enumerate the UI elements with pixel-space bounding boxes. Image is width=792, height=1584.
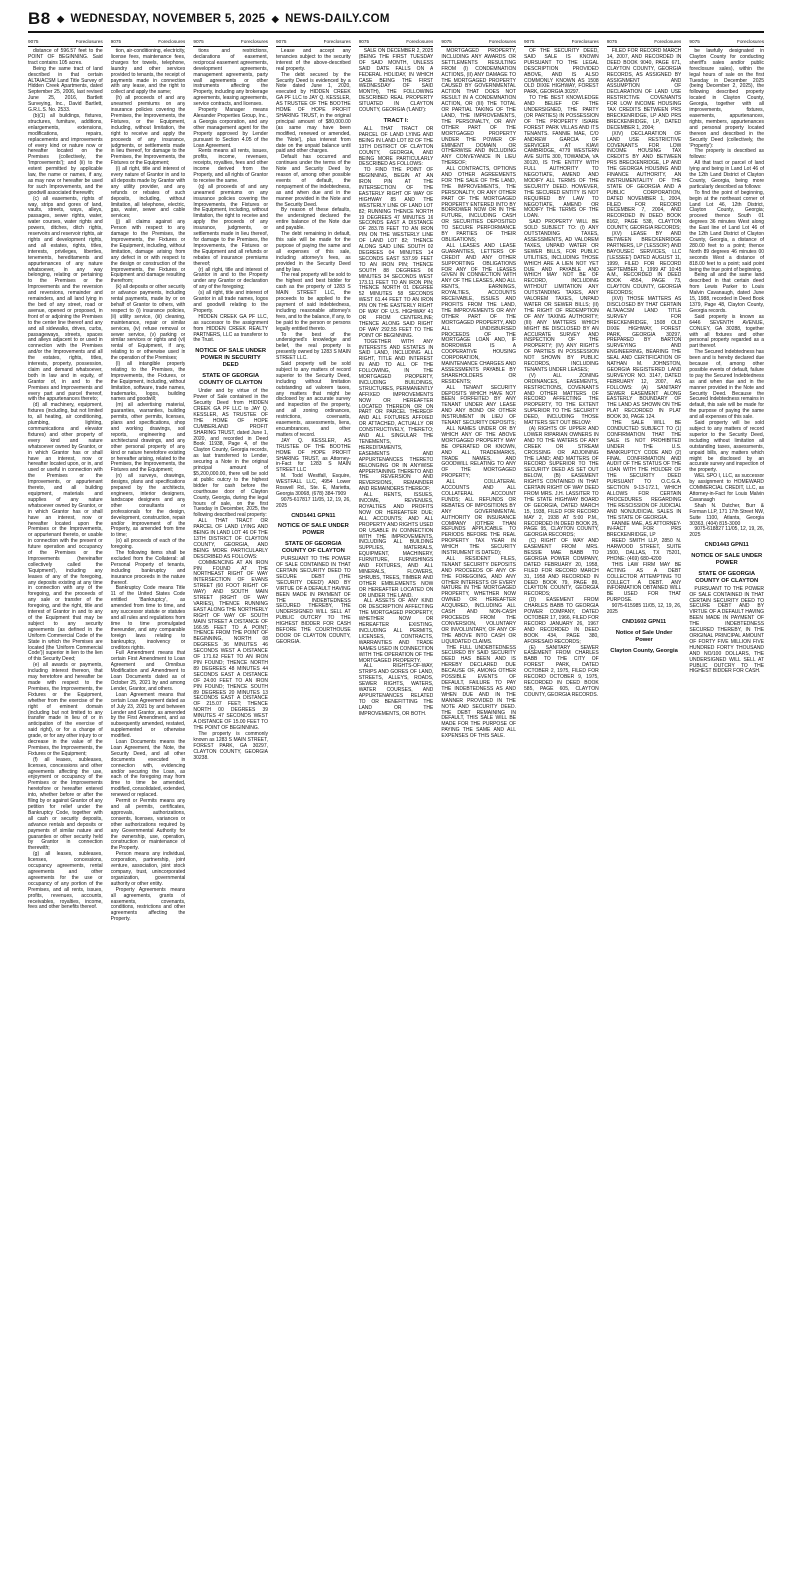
legal-paragraph: OF THE SECURITY DEED, SAID SALE IS KNOWN PURSUANT TO THE LEGAL DESCRIPTION PROVIDED ABOVE, AND IS ALSO COMMONLY KNOWN AS 1508 OLD DIXIE HIGHWAY, FOREST PARK, GEORGIA 30297. xyxy=(524,48,599,96)
legal-paragraph: Full Amendment means that certain First Amendment to Loan Agreement and Omnibus Modification and Amendment to Loan Documents dated as of October 25, 2021 by and among Lender, Grantor, and others. xyxy=(110,650,186,692)
masthead xyxy=(28,8,764,30)
legal-paragraph: ALL TENANT SECURITY DEPOSITS WHICH HAVE NOT BEEN FORFEITED BY ANY TENANT UNDER ANY LEASE AND ANY BOND OR OTHER INSTRUMENT IN LIEU OF TENANT SECURITY DEPOSITS; xyxy=(441,384,517,427)
legal-paragraph: The real property will be sold to the highest and best bidder for cash as the property of 1283 S MAIN STREET LLC, the proceeds to be applied to the payment of said indebtedness, including reasonable attorney's fees, and to the balance, if any, to be paid to the person or persons legally entitled thereto. xyxy=(276,272,351,332)
legal-paragraph: (d) all machinery, equipment, fixtures (including, but not limited to, all heating, air conditioning, plumbing, lighting, communications and elevator fixtures) and other property of every kind and nature whatsoever owned by Grantor, or in which Grantor has or shall have an interest, now or hereafter located upon, or in, and used or useful in connection with the Premises or the Improvements, or appurtenant thereto, and all building equipment, materials and supplies of any nature whatsoever owned by Grantor, or in which Grantor has or shall have an interest, now or hereafter located upon the Premises or the Improvements, or appurtenant thereto, or usable in connection with the present or future operation and occupancy of the Premises or the Improvements (hereinafter collectively called the 'Equipment'), including any leases of any of the foregoing, any deposits existing at any time in connection with any of the foregoing, and the proceeds of any sale or transfer of the foregoing, and the right, title and interest of Grantor in and to any of the Equipment that may be subject to any security agreements (as defined in the Uniform Commercial Code of the State in which the Premises are located (the 'Uniform Commercial Code')) superior in lien to the lien of this Security Deed; xyxy=(28,402,103,663)
legal-paragraph: SALE ON DECEMBER 2, 2025 (BEING THE FIRST TUESDAY OF SAID MONTH, UNLESS SAID DATE FALLS ON A FEDERAL HOLIDAY, IN WHICH CASE BEING THE FIRST WEDNESDAY OF SAID MONTH), THE FOLLOWING DESCRIBED REAL PROPERTY SITUATED IN CLAYTON COUNTY, GEORGIA ('LAND'): xyxy=(358,48,434,114)
column-body xyxy=(276,47,351,646)
legal-paragraph: Property Agreements means all agreements, grants of easements, covenants, conditions, restrictions and other agreements affecting the Property. xyxy=(110,886,186,923)
column-9 xyxy=(689,38,764,1572)
notice-heading: NOTICE OF SALE UNDER POWER xyxy=(691,552,763,566)
legal-paragraph: (D) EASEMENT FROM CHARLES BABB TO GEORGIA POWER COMPANY, DATED OCTOBER 17, 1966, FILED FOR RECORD JANUARY 26, 1967 AND RECORDED IN DEED BOOK 434, PAGE 380, AFORESAID RECORDS; xyxy=(524,597,599,645)
column-header xyxy=(276,38,351,47)
legal-paragraph: (j) all claims against any Person with respect to any damage to the Premises, the Improvements, the Fixtures or the Equipment, including, without limitation, damage arising from any defect in or with respect to the design or construction of the Improvements, the Fixtures or Equipment and damage resulting therefrom; xyxy=(110,219,186,285)
legal-paragraph: Said property is known as 6446 SEVENTH AVENUE, CONLEY, GA 30288, together with all fixtures and other personal property regarded as a part thereof. xyxy=(689,313,765,350)
legal-paragraph: Person means any individual, corporation, partnership, joint venture, association, joint stock company, trust, unincorporated organization, governmental authority or other entity. xyxy=(110,851,186,887)
legal-paragraph: The debt remaining in default, this sale will be made for the purpose of paying the same and all expenses of this sale, including attorney's fees, as provided in the Security Deed and by law. xyxy=(276,231,351,273)
legal-paragraph: ALL RESIDENT FILES, TENANT SECURITY DEPOSITS AND PROCEEDS OF ANY OF THE FOREGOING, AND ANY OTHER INTERESTS OF EVERY NATURE IN THE MORTGAGED PROPERTY, WHETHER NOW OWNED OR HEREAFTER ACQUIRED, INCLUDING ALL CASH AND NON-CASH PROCEEDS FROM THE CONVERSION, VOLUNTARY OR INVOLUNTARY, OF ANY OF THE ABOVE INTO CASH OR LIQUIDATED CLAIMS. xyxy=(441,555,517,645)
legal-paragraph: ALL ASSETS OF ANY KIND OR DESCRIPTION AFFECTING THE MORTGAGED PROPERTY, WHETHER NOW OR HEREAFTER EXISTING, INCLUDING ALL PERMITS, LICENSES, CONTRACTS, WARRANTIES AND TRADE NAMES USED IN CONNECTION WITH THE OPERATION OF THE MORTGAGED PROPERTY. xyxy=(358,598,434,664)
notice-heading: STATE OF GEORGIA COUNTY OF CLAYTON xyxy=(695,570,759,584)
legal-paragraph: ALL CONTRACTS, OPTIONS AND OTHER AGREEMENTS FOR THE SALE OF THE LAND, THE IMPROVEMENTS, THE PERSONALTY, OR ANY OTHER PART OF THE MORTGAGED PROPERTY ENTERED INTO BY BORROWER NOW OR IN THE FUTURE, INCLUDING CASH OR SECURITIES DEPOSITED TO SECURE PERFORMANCE BY PARTIES OF THEIR OBLIGATIONS; xyxy=(441,166,517,243)
notice-id: CND1602 GPN11 xyxy=(621,619,667,625)
legal-paragraph: Loan Documents means the Loan Agreement, the Note, the Security Deed, and all other documents executed in connection with, evidencing and/or securing the Loan, as each of the foregoing may from time to time be amended, modified, consolidated, extended, renewed or replaced. xyxy=(110,739,186,799)
legal-paragraph: ALL THAT TRACT OR PARCEL OF LAND LYING AND BEING IN LAND LOT 46 OF THE 13TH DISTRICT OF CLAYTON COUNTY, GEORGIA, AND BEING MORE PARTICULARLY DESCRIBED AS FOLLOWS: xyxy=(193,518,269,560)
legal-paragraph: TOGETHER WITH ANY INTERESTS AND ESTATES IN SAID LAND, INCLUDING ALL RIGHT, TITLE AND INTEREST IN AND TO ALL OF THE FOLLOWING, IN THE MORTGAGED PROPERTY, INCLUDING BUILDINGS, STRUCTURES, PERMANENTLY AFFIXED IMPROVEMENTS NOW OR HEREAFTER LOCATED THEREON OR ON PART OR PARCEL THEREOF AND ALL FIXTURES AFFIXED OR ATTACHED, ACTUALLY OR CONSTRUCTIVELY, THERETO; AND ALL SINGULAR THE TENEMENTS, HEREDITAMENTS, EASEMENTS AND APPURTENANCES THERETO BELONGING OR IN ANYWISE APPERTAINING THERETO AND THE REVERSION AND REVERSIONS, REMAINDER AND REMAINDERS THEREOF; xyxy=(358,338,434,493)
site-name: NEWS-DAILY.COM xyxy=(285,13,390,25)
legal-paragraph: Default has occurred and continues under the terms of the Note and Security Deed by reason of, among other possible events of default, the nonpayment of the indebtedness, as and when due and in the manner provided in the Note and the Security Deed. xyxy=(276,154,351,208)
section-label: Foreclosures xyxy=(654,39,682,44)
column-header xyxy=(441,38,516,47)
legal-paragraph: (h) all proceeds of and any unearned premiums on any insurance policies covering the Premises, the Improvements, the Fixtures, or the Equipment, including, without limitation, the right to receive and apply the proceeds of any insurance, judgments, or settlements made in lieu thereof, for damage to the Premises, the Improvements, the Fixtures or the Equipment; xyxy=(110,95,186,167)
column-body xyxy=(111,47,186,923)
column-header xyxy=(111,38,186,47)
legal-paragraph: ALL RIGHTS-OF-WAY, STRIPS AND GORES OF LAND, STREETS, ALLEYS, ROADS, SEWER RIGHTS, WATERS, WATER COURSES, AND APPURTENANCES RELATED TO OR BENEFITTING THE LAND OR THE IMPROVEMENTS, OR BOTH. xyxy=(358,663,434,717)
section-label: Foreclosures xyxy=(158,39,186,44)
column-body xyxy=(607,47,682,655)
legal-paragraph: ALL RENTS, ISSUES, INCOME, REVENUES, ROYALTIES AND PROFITS NOW OR HEREAFTER DUE; ALL ACCOUNTS; AND ALL PROPERTY AND RIGHTS USED OR USABLE IN CONNECTION WITH THE IMPROVEMENTS, INCLUDING ALL BUILDING SUPPLIES, MATERIALS, EQUIPMENT, MACHINERY, FURNITURE, FURNISHINGS AND FIXTURES, AND ALL MINERALS, FLOWERS, SHRUBS, TREES, TIMBER AND OTHER EMBLEMENTS NOW OR HEREAFTER LOCATED ON OR UNDER THE LAND. xyxy=(358,492,434,599)
section-code: 9075 xyxy=(358,39,370,44)
section-label: Foreclosures xyxy=(406,39,434,44)
column-5 xyxy=(359,38,434,1572)
legal-paragraph: Said property will be sold subject to any matters of record superior to the Security Deed, including without limitation outstanding ad valorem taxes, any matters that might be disclosed by an accurate survey and inspection of the property, and all zoning ordinances, restrictions, covenants, easements, assessments, liens, encumbrances, and other matters of record. xyxy=(276,361,351,438)
notice-heading: TRACT I: xyxy=(383,117,409,124)
legal-paragraph: The debt secured by the Security Deed is evidenced by a Note dated June 1, 2020, executed by HIDDEN CREEK GA PF LLC to JAY Q. KESSLER, AS TRUSTEE OF THE BOOTHE HOME OF HOPE PROFIT SHARING TRUST, in the original principal amount of $80,000.00 (as same may have been modified, renewed or amended, the 'Note'), plus interest from date on the unpaid balance until paid and other charges. xyxy=(276,71,351,155)
column-body xyxy=(28,47,103,911)
legal-paragraph: The property is commonly known as 1283 S MAIN STREET, FOREST PARK, GA 30297, CLAYTON COUNTY, GEORGIA 30238. xyxy=(193,730,269,761)
legal-paragraph: (E) SANITARY SEWER EASEMENT FROM CHARLES BABB TO THE CITY OF FOREST PARK, DATED OCTOBER 2, 1975, FILED FOR RECORD OCTOBER 9, 1975, RECORDED IN DEED BOOK 585, PAGE 605, CLAYTON COUNTY, GEORGIA RECORDS. xyxy=(524,644,599,698)
dateline: WEDNESDAY, NOVEMBER 5, 2025 xyxy=(70,13,266,25)
legal-paragraph: THE FULL UNDEBTEDNESS SECURED BY SAID SECURITY DEED HAS BEEN AND IS HEREBY DECLARED DUE BECAUSE OF, AMONG OTHER POSSIBLE EVENTS OF DEFAULT, FAILURE TO PAY THE INDEBTEDNESS AS AND WHEN DUE AND IN THE MANNER PROVIDED IN THE NOTE AND SECURITY DEED. THE DEBT REMAINING IN DEFAULT, THIS SALE WILL BE MADE FOR THE PURPOSE OF PAYING THE SAME AND ALL EXPENSES OF THIS SALE. xyxy=(441,644,517,740)
legal-paragraph: (XV) LEASE BY AND BETWEEN BRECKENRIDGE PARTNERS, LP ('LESSOR') AND BAYOUSEC SERVICES, LLC ('LESSEE') DATED AUGUST 11, 1999, FILED FOR RECORD SEPTEMBER 1, 1999 AT 10:45 A.M., RECORDED IN DEED BOOK 4554, PAGE 73, CLAYTON COUNTY, GEORGIA RECORDS; xyxy=(606,231,682,297)
legal-paragraph: (c) all easements, rights of way, strips and gores of land, vaults, streets, ways, alleys, passages, sewer rights, water, water courses, water rights and powers, ditches, ditch rights, reservoirs and reservoir rights, air rights and development rights, and all estates, rights, titles, interests, privileges, liberties, tenements, hereditaments and appurtenances of any nature whatsoever, in any way belonging, relating or pertaining to the Premises or the Improvements and the reversion and reversions, remainder and remainders, and all land lying in the bed of any street, road or avenue, opened or proposed, in front of or adjoining the Premises to the center line thereof and any and all sidewalks, drives, curbs, passageways, streets, spaces and alleys adjacent to or used in connection with the Premises and/or the Improvements and all the estates, rights, titles, interests, property, possession, claim and demand whatsoever, both in law and in equity, of Grantor of, in and to the Premises and Improvements and every part and parcel thereof, with the appurtenances thereto; xyxy=(28,195,103,403)
column-body xyxy=(689,47,764,675)
column-body xyxy=(359,47,434,718)
legal-paragraph: Lease and accept any tenancies subject to the security interest of the above-described real property. xyxy=(276,48,351,72)
column-header xyxy=(28,38,103,47)
page-number: B8 xyxy=(28,9,51,28)
classified-columns xyxy=(28,38,764,1572)
section-code: 9075 xyxy=(441,39,452,44)
legal-paragraph: COMMENCING AT AN IRON PIN FOUND AT THE NORTHEAST RIGHT OF WAY INTERSECTION OF EVANS STREET (60 FOOT RIGHT OF WAY) AND SOUTH MAIN STREET (RIGHT OF WAY VARIES), THENCE RUNNING EAST ALONG THE NORTHERLY RIGHT OF WAY OF SOUTH MAIN STREET A DISTANCE OF 166.95 FEET TO A POINT; THENCE FROM THE POINT OF BEGINNING, NORTH 08 DEGREES 36 MINUTES 46 SECONDS WEST A DISTANCE OF 171.62 FEET TO AN IRON PIN FOUND; THENCE NORTH 89 DEGREES 48 MINUTES 44 SECONDS EAST A DISTANCE OF 24.00 FEET TO AN IRON PIN FOUND; THENCE SOUTH 89 DEGREES 20 MINUTES 13 SECONDS EAST A DISTANCE OF 215.07 FEET; THENCE NORTH 00 DEGREES 39 MINUTES 47 SECONDS WEST A DISTANCE OF 15.00 FEET TO THE POINT OF BEGINNING. xyxy=(193,559,269,731)
legal-paragraph: Bankruptcy Code means Title 11 of the United States Code entitled 'Bankruptcy', as amended from time to time, and any successor statute or statutes and all rules and regulations from time to time promulgated thereunder, and any comparable foreign laws relating to bankruptcy, insolvency or creditors rights. xyxy=(110,585,186,651)
section-label: Foreclosures xyxy=(240,39,269,44)
legal-paragraph: ALL NAMES UNDER OR BY WHICH ANY OF THE ABOVE MORTGAGED PROPERTY MAY BE OPERATED OR KNOWN, AND ALL TRADEMARKS, TRADE NAMES, AND GOODWILL RELATING TO ANY OF THE MORTGAGED PROPERTY; xyxy=(441,426,517,480)
legal-paragraph: be lawfully designated in Clayton County for conducting sheriff's sales and/or public foreclosure sales), within the legal hours of sale on the first Tuesday in December 2025 (being December 2, 2025), the following described property located in Clayton County, Georgia, together with all improvements, fixtures, easements, appurtenances, rights, members, appurtenances and personal property located thereon and described in the Security Deed (collectively, the 'Property'): xyxy=(689,48,765,149)
notice-heading: Clayton County, Georgia xyxy=(610,647,678,654)
column-body xyxy=(441,47,516,740)
legal-paragraph: (g) all leases, subleases, licenses, concessions, occupancy agreements, rental agreements and other agreements for the use or occupancy of any portion of the Premises, and all rents, issues, profits, revenues, accounts, receivables, royalties, income, fees and other benefits thereof. xyxy=(28,851,103,911)
legal-paragraph: To the best of the undersigned's knowledge and belief, the real property is presently owned by 1283 S MAIN STREET LLC. xyxy=(276,331,351,362)
legal-paragraph: The following items shall be excluded from the Collateral: all Personal Property of tenants, including bankruptcy and insurance proceeds in the nature thereof. xyxy=(110,550,186,586)
legal-paragraph: FILED FOR RECORD MARCH 14, 2007, AND RECORDED IN DEED BOOK 9040, PAGE 671, CLAYTON COUNTY, GEORGIA RECORDS, AS ASSIGNED BY ASSIGNMENT AND ASSUMPTION OF DECLARATION OF LAND USE RESTRICTIVE COVENANTS FOR LOW INCOME HOUSING TAX CREDITS BETWEEN PRS BRECKENRIDGE, LP AND PRS BRECKENRIDGE, LP, DATED DECEMBER 1, 2004; xyxy=(606,48,682,131)
column-3 xyxy=(193,38,268,1572)
legal-paragraph: (l) all intangible property relating to the Premises, the Improvements, the Fixtures, or the Equipment, including, without limitation, software, trade names, trademarks, logos, building names and goodwill; xyxy=(110,361,186,403)
legal-paragraph: Property Manager means Alexander Properties Group, Inc., a Georgia corporation, and any other management agent for the Property approved by Lender pursuant to Section 4.05 of the Loan Agreement. xyxy=(193,107,269,149)
legal-paragraph: 9075-615985 11/05, 12, 19, 26, 2025 xyxy=(606,603,682,616)
section-label: Foreclosures xyxy=(571,39,599,44)
legal-paragraph: MORTGAGED PROPERTY, INCLUDING ANY AWARDS OR SETTLEMENTS RESULTING FROM (I) CONDEMNATION ACTIONS, (II) ANY DAMAGE TO THE MORTGAGED PROPERTY CAUSED BY GOVERNMENTAL ACTION THAT DOES NOT RESULT IN A CONDEMNATION ACTION, OR (III) THE TOTAL OR PARTIAL TAKING OF THE LAND, THE IMPROVEMENTS, THE PERSONALTY, OR ANY OTHER PART OF THE MORTGAGED PROPERTY UNDER THE POWER OF EMINENT DOMAIN OR OTHERWISE AND INCLUDING ANY CONVEYANCE IN LIEU THEREOF; xyxy=(441,48,517,167)
legal-paragraph: THE SALE WILL BE CONDUCTED SUBJECT TO (1) CONFIRMATION THAT THE SALE IS NOT PROHIBITED UNDER THE U.S. BANKRUPTCY CODE AND (2) FINAL CONFIRMATION AND AUDIT OF THE STATUS OF THE LOAN WITH THE HOLDER OF THE SECURITY DEED PURSUANT TO O.C.G.A. SECTION 9-13-172.1, WHICH ALLOWS FOR CERTAIN PROCEDURES REGARDING THE RESCISSION OF JUDICIAL AND NONJUDICIAL SALES IN THE STATE OF GEORGIA. xyxy=(606,420,682,521)
notice-heading: NOTICE OF SALE UNDER POWER xyxy=(277,523,349,537)
legal-paragraph: Loan Agreement means that certain Loan Agreement dated as of July 23, 2021 by and between Lender and Grantor, as amended by the First Amendment, and as subsequently amended, restated, supplemented or otherwise modified. xyxy=(110,691,186,740)
section-code: 9075 xyxy=(689,39,700,44)
section-label: Foreclosures xyxy=(488,39,517,44)
column-2 xyxy=(111,38,186,1572)
column-header xyxy=(607,38,682,47)
legal-paragraph: To find the point of beginning, begin at the northeast corner of Land Lot 46, 12th District, Clayton County, Georgia; proceed thence South 01 degrees 36 minutes West along the East line of Land Lot 46 of the 12th Land District of Clayton County, Georgia, a distance of 280.00 feet to a point; thence North 89 degrees 46 minutes 00 seconds West a distance of 818.00 feet to a point; said point being the true point of beginning. xyxy=(689,189,765,273)
notice-heading: STATE OF GEORGIA COUNTY OF CLAYTON xyxy=(281,541,345,555)
legal-paragraph: (q) all proceeds of and any unearned premiums on any insurance policies covering the Improvements, the Fixtures or the Equipment, including, without limitation, the right to receive and apply the proceeds of any insurance, judgments, or settlements made in lieu thereof, for damage to the Premises, the Improvements, the Fixtures or the Equipment and all refunds or rebates of insurance premiums thereof; xyxy=(193,183,269,267)
legal-paragraph: ALL LEASES AND LEASE GUARANTIES, LETTERS OF CREDIT AND ANY OTHER SUPPORTING OBLIGATIONS FOR ANY OF THE LEASES GIVEN IN CONNECTION WITH ANY OF THE LEASES, AND ALL RENTS, EARNINGS, ROYALTIES, ACCOUNTS RECEIVABLE, ISSUES AND PROFITS FROM THE LAND, THE IMPROVEMENTS OR ANY OTHER PART OF THE MORTGAGED PROPERTY, AND ALL UNDISBURSED PROCEEDS OF THE MORTGAGE LOAN AND, IF BORROWER IS A COOPERATIVE HOUSING CORPORATION, MAINTENANCE CHARGES AND ASSESSMENTS PAYABLE BY SHAREHOLDERS OR RESIDENTS; xyxy=(441,242,517,385)
section-code: 9075 xyxy=(276,39,287,44)
section-code: 9075 xyxy=(110,39,122,44)
notice-heading: Notice of Sale Under Power xyxy=(615,629,673,643)
legal-paragraph: M. Todd Westfall, Esquire, WESTFALL LLC, 4954 Lower Roswell Rd., Ste. E, Marietta, Georgia 30068, (678) 384-7909 xyxy=(276,473,351,497)
legal-paragraph: (i) all right, title and interest of every nature of Grantor in and to all deposits made by Grantor with any utility provider, and any refunds or rebates of such deposits, including, without limitation, all telephone, electric, gas, water, sewer and cable services; xyxy=(110,166,186,220)
legal-paragraph: JAY Q. KESSLER, AS TRUSTEE OF THE BOOTHE HOME OF HOPE PROFIT SHARING TRUST, as Attorney-in-Fact for 1283 S MAIN STREET LLC xyxy=(276,437,351,474)
legal-paragraph: 9075-618827 11/05, 12, 19, 26, 2025 xyxy=(689,526,765,539)
legal-paragraph: ALL COLLATERAL ACCOUNTS AND ALL COLLATERAL ACCOUNT FUNDS; ALL REFUNDS OR REBATES OF IMPOSITIONS BY ANY GOVERNMENTAL AUTHORITY OR INSURANCE COMPANY (OTHER THAN REFUNDS APPLICABLE TO PERIODS BEFORE THE REAL PROPERTY TAX YEAR IN WHICH THE SECURITY INSTRUMENT IS DATED); xyxy=(441,479,517,557)
section-code: 9075 xyxy=(606,39,618,44)
legal-paragraph: THIS LAW FIRM MAY BE ACTING AS A DEBT COLLECTOR ATTEMPTING TO COLLECT A DEBT. ANY INFORMATION OBTAINED WILL BE USED FOR THAT PURPOSE. xyxy=(606,561,682,604)
diamond-separator: ◆ xyxy=(56,13,65,25)
legal-paragraph: (s) all right, title and interest of Grantor in all trade names, logos and goodwill relating to the Property. xyxy=(193,290,269,314)
legal-paragraph: (b)(1) all buildings, fixtures, structures, furniture, additions, enlargements, extensions, modifications, repairs, replacements and improvements of every kind or nature now or hereafter located on the Premises (collectively, the 'Improvements'); and (ii) to the extent permitted by applicable law, the name or names, if any, as may now or hereafter be used for such Improvements, and the goodwill associated therewith; xyxy=(28,112,103,196)
legal-paragraph: Said property will be sold subject to any matters of record superior to the Security Deed, including without limitation all outstanding taxes, assessments, unpaid bills, any matters which might be disclosed by an accurate survey and inspection of the property. xyxy=(689,420,765,474)
legal-paragraph: distance of 596.57 feet to the POINT OF BEGINNING. Said tract contains 105 acres. xyxy=(28,48,103,66)
section-label: Foreclosures xyxy=(736,39,765,44)
legal-paragraph: PURSUANT TO THE POWER OF SALE CONTAINED IN THAT CERTAIN SECURITY DEED TO SECURE DEBT (THE 'SECURITY DEED') AND BY VIRTUE OF A DEFAULT HAVING BEEN MADE IN PAYMENT OF THE INDEBTEDNESS SECURED THEREBY, THE UNDERSIGNED WILL SELL AT PUBLIC OUTCRY TO THE HIGHEST BIDDER FOR CASH BEFORE THE COURTHOUSE DOOR OF CLAYTON COUNTY, GEORGIA. xyxy=(276,556,351,645)
column-4 xyxy=(276,38,351,1572)
section-label: Foreclosures xyxy=(75,39,103,44)
column-body xyxy=(524,47,599,699)
section-code: 9075 xyxy=(28,39,39,44)
notice-heading: STATE OF GEORGIA COUNTY OF CLAYTON xyxy=(199,373,263,387)
legal-paragraph: (n) all surveys, drawings, designs, plans and specifications prepared by the architects, engineers, interior designers, landscape designers and any other consultants or professionals for the design, development, construction, repair and/or improvement of the Property, as amended from time to time; xyxy=(110,473,186,539)
legal-paragraph: (r) all right, title and interest of Grantor in and to the Property under any Grantor or declaration of any of the foregoing; xyxy=(193,266,269,291)
legal-paragraph: Rents means all rents, issues, profits, income, revenues, receipts, royalties, fees and other income derived from the Property, and all rights of Grantor to receive the same. xyxy=(193,148,269,184)
legal-paragraph: (XIV) DECLARATION OF LAND USE RESTRICTIVE COVENANTS FOR LOW INCOME HOUSING TAX CREDITS BY AND BETWEEN PRS BRECKENRIDGE, LP AND THE GEORGIA HOUSING AND FINANCE AUTHORITY, AN INSTRUMENTALITY OF THE STATE OF GEORGIA AND A PUBLIC CORPORATION, DATED NOVEMBER 1, 2004, FILED FOR RECORD DECEMBER 7, 2004, AND RECORDED IN DEED BOOK 8162, PAGE 538, CLAYTON COUNTY, GEORGIA RECORDS; xyxy=(606,130,682,232)
legal-paragraph: Being all and the same land described in that certain deed from Lewis Parker to Louis Malvin Cavanaugh, dated June 15, 1988, recorded in Deed Book 1379, Page 48, Clayton County, Georgia records. xyxy=(689,272,765,314)
notice-id: CND1443 GPN11 xyxy=(704,542,749,549)
legal-paragraph: WEL SPO I, LLC, as successor by assignment to HOMEWARD COMMERCIAL CREDIT, LLC, as Attorney-in-Fact for Louis Malvin Cavanaugh xyxy=(689,473,765,503)
masthead-rule xyxy=(28,31,764,33)
legal-paragraph: (k) all deposits or other security or advance payments, including rental payments, made by or on behalf of Grantor to others, with respect to (i) insurance policies, (ii) utility service, (iii) cleaning, maintenance, repair or similar services, (iv) refuse removal or sewer service, (v) parking or similar services or rights and (vi) rental of Equipment, if any, relating to or otherwise used in the operation of the Premises; xyxy=(110,284,186,362)
legal-paragraph: Being the same tract of land described in that certain ALTA/ACSM Land Title Survey of Hidden Creek Apartments, dated September 25, 2006, last revised June 25, 2016, Bartlett Surveying, Inc., David Bartlett, G.R.L.S. No. 2533. xyxy=(28,65,103,114)
column-body xyxy=(193,47,268,761)
column-1 xyxy=(28,38,103,1572)
column-header xyxy=(359,38,434,47)
legal-paragraph: The Secured Indebtedness has been and is hereby declared due because of, among other possible events of default, failure to pay the Secured Indebtedness as and when due and in the manner provided in the Note and Security Deed. Because the Secured Indebtedness remains in default, this sale will be made for the purpose of paying the same and all expenses of this sale. xyxy=(689,349,765,421)
legal-paragraph: tion, air-conditioning, electricity, license fees, maintenance fees, charges for towels, telephone, laundry and other services provided to tenants, the receipt of payments made in connection with any lease, and the right to collect and apply the same; xyxy=(110,48,186,96)
legal-paragraph: (o) all proceeds of each of the foregoing. xyxy=(110,538,186,551)
legal-paragraph: The property is described as follows: xyxy=(689,148,765,161)
legal-paragraph: Shah N. Dutcher, Burr & Forman LLP, 171 17th Street NW, Suite 1100, Atlanta, Georgia 30363, (404) 815-3000 xyxy=(689,502,765,527)
legal-paragraph: TO FIND THE POINT OF BEGINNING, BEGIN AT AN IRON PIN AT THE INTERSECTION OF THE EASTERLY RIGHT OF WAY OF HIGHWAY 85 AND THE WESTERLY LINE OF LAND LOT 82; RUNNING THENCE NORTH 19 DEGREES 47 MINUTES 16 SECONDS EAST A DISTANCE OF 283.78 FEET TO AN IRON PIN ON THE WESTERLY LINE OF LAND LOT 82; THENCE ALONG SAID LINE SOUTH 02 DEGREES 04 MINUTES 14 SECONDS EAST 537.99 FEET TO AN IRON PIN; THENCE SOUTH 88 DEGREES 06 MINUTES 34 SECONDS WEST 173.11 FEET TO AN IRON PIN; THENCE NORTH 01 DEGREE 52 MINUTES 58 SECONDS WEST 61.44 FEET TO AN IRON PIN ON THE EASTERLY RIGHT OF WAY OF U.S. HIGHWAY 41 OR FROM CENTERLINE; THENCE ALONG SAID RIGHT OF WAY 292.55 FEET TO THE POINT OF BEGINNING. xyxy=(358,167,434,339)
legal-paragraph: TO THE BEST KNOWLEDGE AND BELIEF OF THE UNDERSIGNED, THE PARTY (OR PARTIES) IN POSSESSION OF THE PROPERTY IS/ARE FOREST PARK VILLAS AND ITS TENANTS. FANNIE MAE, C/O ANDREW GARCIA OF SERVICER AT KIAVI CAMBRIDGE, 4779 WESTERN AVE SUITE 300, TOWANDA, VA 30120, IS THE ENTITY WITH FULL AUTHORITY TO NEGOTIATE, AMEND AND MODIFY ALL TERMS OF THE SECURITY DEED. HOWEVER, THE SECURED ENTITY IS NOT REQUIRED BY LAW TO NEGOTIATE, AMEND OR MODIFY THE TERMS OF THE LOAN. xyxy=(524,95,599,220)
legal-paragraph: By reason of these defaults, the undersigned declared the entire balance of the Note due and payable. xyxy=(276,207,351,232)
column-6 xyxy=(441,38,516,1572)
legal-paragraph: (A) RIGHTS OF UPPER AND LOWER RIPARIAN OWNERS IN AND TO THE WATERS OF ANY CREEK OR STREAM CROSSING OR ADJOINING THE LAND; AND MATTERS OF RECORD SUPERIOR TO THE SECURITY DEED AS SET OUT BELOW, (B) EASEMENT RIGHTS CONTAINED IN THAT CERTAIN RIGHT OF WAY DEED FROM MRS. J.H. LASSITER TO THE STATE HIGHWAY BOARD OF GEORGIA, DATED MARCH 15, 1938, FILED FOR RECORD MAY 2, 1938 AT 5:00 P.M., RECORDED IN DEED BOOK 25, PAGE 95, CLAYTON COUNTY, GEORGIA RECORDS; xyxy=(524,426,599,539)
legal-paragraph: FANNIE MAE, AS ATTORNEY-IN-FACT FOR PRS BRECKENRIDGE, LP xyxy=(606,520,682,539)
legal-paragraph: HIDDEN CREEK GA PF LLC, as successor to the assignment from HIDDEN CREEK REALTY PARTNERS, LLC as transferor to the Trust. xyxy=(193,313,269,344)
legal-paragraph: tions and restrictions, declarations of easement, reciprocal easement agreements, development agreements, management agreements, party wall agreements or other instruments affecting the Property, including any brokerage agreements, leasing agreements, service contracts, and licenses. xyxy=(193,48,269,108)
legal-paragraph: Under and by virtue of the Power of Sale contained in the Security Deed from HIDDEN CREEK GA PF LLC to JAY Q. KESSLER, AS TRUSTEE OF THE HOME OF HOPE CUMBERLAND PROFIT SHARING TRUST, dated June 1, 2020, and recorded in Deed Book 11938, Page 4, of the Clayton County, Georgia records, as last transferred to Lender, securing a Note in the original principal amount of $5,200,000.00, there will be sold at public outcry to the highest bidder for cash before the courthouse door of Clayton County, Georgia, during the legal hours of sale, on the first Tuesday in December, 2025, the following described real property: xyxy=(193,388,269,519)
legal-paragraph: ALL THAT TRACT OR PARCEL OF LAND LYING AND BEING IN LAND LOT 82 OF THE 13TH DISTRICT OF CLAYTON COUNTY, GEORGIA, AND BEING MORE PARTICULARLY DESCRIBED AS FOLLOWS: xyxy=(358,125,434,168)
legal-paragraph: (m) all advertising material, guaranties, warranties, building permits, other permits, licenses, plans and specifications, shop and working drawings, soil reports, engineering and architectural drawings, and any other personal property of any kind or nature heretofore existing or hereafter arising, related to the Premises, the Improvements, the Fixtures and the Equipment; xyxy=(110,402,186,474)
diamond-separator-2: ◆ xyxy=(271,13,280,25)
column-header xyxy=(689,38,764,47)
legal-paragraph: 9075-617817 11/05, 12, 19, 26, 2025 xyxy=(276,496,351,509)
legal-paragraph: REED SMITH LLP, 2850 N. HARWOOD STREET, SUITE 1500, DALLAS, TX 75201, PHONE: (469) 680-4200 xyxy=(606,538,682,562)
legal-paragraph: PURSUANT TO THE POWER OF SALE CONTAINED IN THAT CERTAIN SECURITY DEED TO SECURE DEBT AND BY VIRTUE OF A DEFAULT HAVING BEEN MADE IN PAYMENT OF THE INDEBTEDNESS SECURED THEREBY, IN THE ORIGINAL PRINCIPAL AMOUNT OF FORTY FIVE MILLION FIVE HUNDRED FORTY THOUSAND AND NO/100 DOLLARS, THE UNDERSIGNED WILL SELL AT PUBLIC OUTCRY TO THE HIGHEST BIDDER FOR CASH. xyxy=(689,585,765,675)
legal-paragraph: (f) all leases, subleases, licenses, concessions and other agreements affecting the use, enjoyment or occupancy of the Premises or the Improvements heretofore or hereafter entered into, whether before or after the filing by or against Grantor of any petition for relief under the Bankruptcy Code, together with all cash or security deposits, advance rentals and deposits or payments of similar nature and guaranties or other security held by Grantor in connection therewith; xyxy=(28,756,103,852)
section-code: 9075 xyxy=(193,39,204,44)
legal-paragraph: All that tract or parcel of land lying and being in Land Lot 46 of the 12th Land District of Clayton County, Georgia, being more particularly described as follows: xyxy=(689,160,765,190)
legal-paragraph: Permit or Permits means any and all permits, certificates, approvals, authorizations, consents, licenses, variances or other authorizations required by any Governmental Authority for the ownership, use, operation, construction or maintenance of the Property. xyxy=(110,798,186,852)
legal-paragraph: SAID PROPERTY WILL BE SOLD SUBJECT TO: (I) ANY OUTSTANDING TAXES, ASSESSMENTS, AD VALOREM TAXES, UNPAID WATER OR SEWER BILLS, FOR PUBLIC UTILITIES, INCLUDING THOSE WHICH ARE A LIEN NOT YET DUE AND PAYABLE AND WHICH MAY NOT BE OF RECORD, INCLUDING WITHOUT LIMITATION ANY OUTSTANDING TAXES, ANY VALOREM TAXES, UNPAID WATER OR SEWER BILLS; (II) THE RIGHT OF REDEMPTION OF ANY TAXING AUTHORITY; (III) ANY MATTERS WHICH MIGHT BE DISCLOSED BY AN ACCURATE SURVEY AND INSPECTION OF THE PROPERTY; (IV) ANY RIGHTS OF PARTIES IN POSSESSION NOT SHOWN BY PUBLIC RECORDS, INCLUDING TENANTS UNDER LEASES; xyxy=(524,219,599,373)
legal-paragraph: (XVI) THOSE MATTERS AS DISCLOSED BY THAT CERTAIN ALTA/ACSM LAND TITLE SURVEY FOR BRECKENRIDGE, 1508 OLD DIXIE HIGHWAY, FOREST PARK, GEORGIA 30297, PREPARED BY BARTON SURVEYING AND ENGINEERING, BEARING THE SEAL AND CERTIFICATION OF NATHAN M. JOHNSTON, GEORGIA REGISTERED LAND SURVEYOR NO. 3147, DATED FEBRUARY 12, 2007, AS FOLLOWS: (A) SANITARY SEWER EASEMENT ALONG EASTERLY BOUNDARY OF THE LAND AS SHOWN ON THE PLAT RECORDED IN PLAT BOOK 30, PAGE 124. xyxy=(606,296,682,421)
section-label: Foreclosures xyxy=(323,39,351,44)
column-header xyxy=(524,38,599,47)
column-7 xyxy=(524,38,599,1572)
legal-paragraph: (C) RIGHT OF WAY AND EASEMENT FROM MRS. BESSIE MAE BABB TO GEORGIA POWER COMPANY, DATED FEBRUARY 20, 1958, FILED FOR RECORD MARCH 31, 1958 AND RECORDED IN DEED BOOK 79, PAGE 89, CLAYTON COUNTY, GEORGIA RECORDS; xyxy=(524,538,599,598)
notice-heading: NOTICE OF SALE UNDER POWER IN SECURITY DEED xyxy=(195,348,267,369)
column-header xyxy=(193,38,268,47)
legal-paragraph: (e) all awards or payments, including interest thereon, that may heretofore and hereafter be made with respect to the Premises, the Improvements, the Fixtures or the Equipment, whether from the exercise of the right of eminent domain (including but not limited to any transfer made in lieu of or in anticipation of the exercise of said right), or for a change of grade, or for any other injury to or decrease in the value of the Premises, the Improvements, the Fixtures or the Equipment; xyxy=(28,662,103,757)
legal-paragraph: (V) ALL ZONING ORDINANCES, EASEMENTS, RESTRICTIONS, COVENANTS AND OTHER MATTERS OF RECORD AFFECTING THE PROPERTY, TO THE EXTENT SUPERIOR TO THE SECURITY DEED, INCLUDING THOSE MATTERS SET OUT BELOW: xyxy=(524,372,599,427)
column-8 xyxy=(607,38,682,1572)
section-code: 9075 xyxy=(524,39,535,44)
notice-id: CND1441 GPN11 xyxy=(291,512,336,519)
